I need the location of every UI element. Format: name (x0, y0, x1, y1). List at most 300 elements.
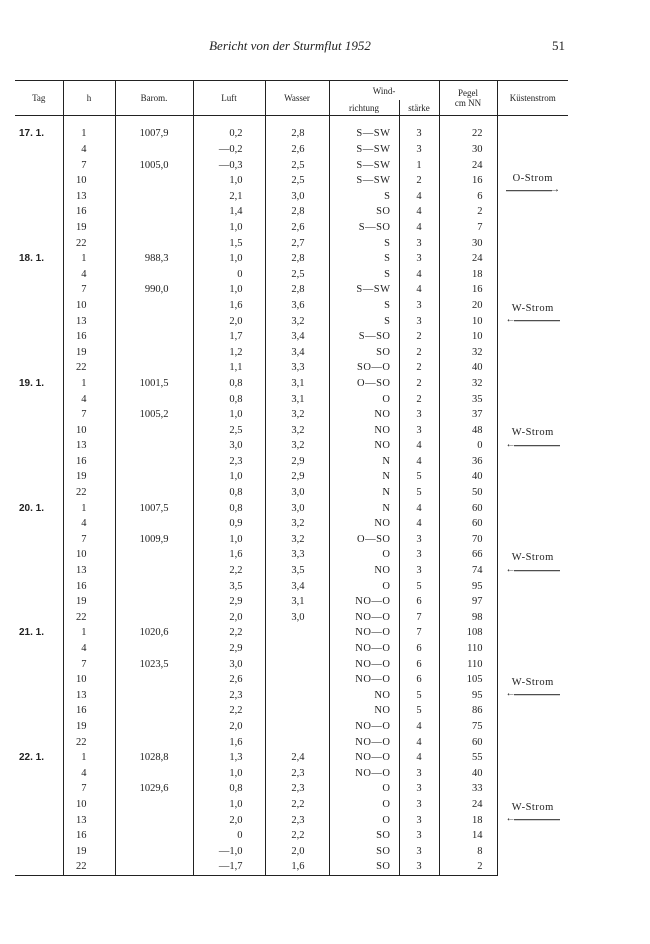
row-staerke: 4 (399, 454, 439, 470)
row-hour: 4 (63, 267, 115, 283)
row-richtung: O (329, 579, 399, 595)
row-richtung: NO (329, 516, 399, 532)
row-pegel: 105 (439, 672, 497, 688)
row-staerke: 5 (399, 469, 439, 485)
arrow-head-icon: ← (505, 314, 516, 326)
row-day (15, 438, 63, 454)
row-staerke: 1 (399, 158, 439, 174)
row-hour: 13 (63, 813, 115, 829)
row-wasser: 3,2 (265, 407, 329, 423)
kuestenstrom-cell (497, 251, 568, 376)
row-hour: 13 (63, 189, 115, 205)
row-staerke: 4 (399, 204, 439, 220)
row-day (15, 204, 63, 220)
row-luft: 3,0 (193, 657, 265, 673)
table-header (15, 81, 568, 116)
col-luft: Luft (193, 81, 265, 116)
row-staerke: 3 (399, 813, 439, 829)
row-pegel: 40 (439, 360, 497, 376)
table-row (15, 625, 568, 641)
strom-label: O-Strom (512, 172, 553, 184)
row-hour: 1 (63, 750, 115, 766)
row-richtung: S—SW (329, 142, 399, 158)
row-wasser: 3,5 (265, 563, 329, 579)
row-wasser (265, 703, 329, 719)
row-luft: 2,1 (193, 189, 265, 205)
row-pegel: 2 (439, 859, 497, 875)
row-hour: 19 (63, 844, 115, 860)
row-richtung: S—SW (329, 173, 399, 189)
row-pegel: 60 (439, 501, 497, 517)
row-pegel: 0 (439, 438, 497, 454)
row-wasser (265, 735, 329, 751)
row-richtung: O—SO (329, 376, 399, 392)
row-wasser (265, 672, 329, 688)
row-pegel: 24 (439, 251, 497, 267)
row-staerke: 4 (399, 750, 439, 766)
row-day (15, 859, 63, 875)
row-luft: 2,6 (193, 672, 265, 688)
col-tag: Tag (15, 81, 63, 116)
row-luft: 2,0 (193, 719, 265, 735)
page-number: 51 (552, 38, 565, 53)
table-row (15, 282, 568, 298)
table-row (15, 142, 568, 158)
table-row (15, 641, 568, 657)
row-day (15, 657, 63, 673)
row-staerke: 3 (399, 298, 439, 314)
table-row (15, 267, 568, 283)
row-wasser: 2,8 (265, 282, 329, 298)
row-hour: 22 (63, 360, 115, 376)
row-luft: 1,3 (193, 750, 265, 766)
row-wasser: 2,6 (265, 220, 329, 236)
row-richtung: S (329, 189, 399, 205)
row-barom: 1001,5 (115, 376, 193, 392)
row-staerke: 3 (399, 781, 439, 797)
row-day (15, 485, 63, 501)
row-barom (115, 610, 193, 626)
row-pegel: 60 (439, 516, 497, 532)
table-row (15, 469, 568, 485)
row-barom (115, 438, 193, 454)
row-barom: 1005,2 (115, 407, 193, 423)
col-pegel (439, 81, 497, 116)
row-hour: 16 (63, 329, 115, 345)
row-wasser (265, 657, 329, 673)
row-wasser: 3,2 (265, 314, 329, 330)
table-row (15, 719, 568, 735)
row-pegel: 98 (439, 610, 497, 626)
table-row (15, 423, 568, 439)
row-pegel: 108 (439, 625, 497, 641)
strom-indicator (506, 800, 561, 826)
row-luft: 1,0 (193, 469, 265, 485)
row-wasser: 2,6 (265, 142, 329, 158)
row-staerke: 2 (399, 329, 439, 345)
row-richtung: S (329, 298, 399, 314)
row-wasser: 3,4 (265, 345, 329, 361)
row-hour: 13 (63, 438, 115, 454)
row-hour: 22 (63, 735, 115, 751)
row-luft: —0,2 (193, 142, 265, 158)
col-wasser: Wasser (265, 81, 329, 116)
row-wasser: 3,3 (265, 547, 329, 563)
row-richtung: O (329, 797, 399, 813)
col-richtung: richtung (329, 100, 399, 116)
row-wasser: 3,4 (265, 579, 329, 595)
row-barom: 1005,0 (115, 158, 193, 174)
row-wasser: 2,5 (265, 158, 329, 174)
row-luft: 1,0 (193, 282, 265, 298)
row-staerke: 3 (399, 236, 439, 252)
row-luft: 2,9 (193, 641, 265, 657)
table-row (15, 360, 568, 376)
row-pegel: 35 (439, 392, 497, 408)
row-luft: 3,5 (193, 579, 265, 595)
strom-indicator (506, 425, 561, 451)
row-luft: 0,2 (193, 116, 265, 143)
row-day: 17. 1. (19, 128, 45, 140)
running-title: Bericht von der Sturmflut 1952 (209, 38, 371, 53)
row-hour: 10 (63, 173, 115, 189)
row-day (15, 282, 63, 298)
row-staerke: 3 (399, 547, 439, 563)
table-row (15, 563, 568, 579)
row-wasser: 2,3 (265, 781, 329, 797)
row-barom (115, 859, 193, 875)
table-row (15, 407, 568, 423)
row-staerke: 5 (399, 579, 439, 595)
row-staerke: 2 (399, 376, 439, 392)
table-row (15, 392, 568, 408)
table-row (15, 532, 568, 548)
row-richtung: S—SW (329, 282, 399, 298)
row-staerke: 7 (399, 625, 439, 641)
table-row (15, 797, 568, 813)
kuestenstrom-cell (497, 501, 568, 626)
row-wasser: 2,5 (265, 267, 329, 283)
row-luft: —1,7 (193, 859, 265, 875)
row-luft: 0 (193, 267, 265, 283)
row-wasser (265, 688, 329, 704)
row-barom: 1029,6 (115, 781, 193, 797)
strom-indicator (506, 171, 561, 197)
table-row (15, 438, 568, 454)
row-richtung: NO (329, 688, 399, 704)
table-row (15, 158, 568, 174)
pegel-label: Pegel (458, 88, 479, 98)
row-richtung: SO (329, 844, 399, 860)
row-pegel: 86 (439, 703, 497, 719)
row-richtung: SO (329, 859, 399, 875)
row-day (15, 236, 63, 252)
row-luft: 1,0 (193, 407, 265, 423)
row-hour: 1 (63, 116, 115, 143)
row-wasser: 2,7 (265, 236, 329, 252)
arrow-head-icon: ← (505, 563, 516, 575)
table-row (15, 813, 568, 829)
row-richtung: S (329, 236, 399, 252)
row-hour: 16 (63, 204, 115, 220)
arrow-left-icon (506, 441, 561, 451)
row-luft: 2,0 (193, 314, 265, 330)
row-day (15, 563, 63, 579)
row-richtung: O—SO (329, 532, 399, 548)
row-wasser (265, 719, 329, 735)
row-hour: 10 (63, 298, 115, 314)
col-wind: Wind- (329, 81, 439, 101)
table-row (15, 579, 568, 595)
row-pegel: 16 (439, 173, 497, 189)
arrow-head-icon: ← (505, 688, 516, 700)
row-richtung: NO (329, 563, 399, 579)
row-barom (115, 735, 193, 751)
kuestenstrom-cell (497, 116, 568, 252)
row-staerke: 4 (399, 735, 439, 751)
table-row (15, 657, 568, 673)
row-pegel: 16 (439, 282, 497, 298)
row-barom (115, 485, 193, 501)
row-luft: 2,0 (193, 813, 265, 829)
row-day (15, 220, 63, 236)
row-luft: 3,0 (193, 438, 265, 454)
row-hour: 19 (63, 594, 115, 610)
table-row (15, 594, 568, 610)
row-day (15, 314, 63, 330)
row-day (15, 158, 63, 174)
row-luft: 2,5 (193, 423, 265, 439)
row-staerke: 3 (399, 797, 439, 813)
strom-label: W-Strom (511, 427, 554, 439)
table-row (15, 376, 568, 392)
row-staerke: 3 (399, 532, 439, 548)
row-pegel: 33 (439, 781, 497, 797)
row-luft: 0,8 (193, 376, 265, 392)
row-barom (115, 454, 193, 470)
row-pegel: 95 (439, 579, 497, 595)
row-richtung: NO—O (329, 657, 399, 673)
row-hour: 4 (63, 516, 115, 532)
row-pegel: 36 (439, 454, 497, 470)
row-richtung: SO (329, 345, 399, 361)
arrow-left-icon (505, 813, 561, 826)
table-row (15, 236, 568, 252)
row-luft: 1,0 (193, 766, 265, 782)
row-luft: 1,5 (193, 236, 265, 252)
row-staerke: 2 (399, 392, 439, 408)
row-staerke: 7 (399, 610, 439, 626)
row-hour: 22 (63, 485, 115, 501)
row-wasser: 2,9 (265, 469, 329, 485)
row-barom: 1007,9 (115, 116, 193, 143)
row-barom (115, 173, 193, 189)
row-luft: 2,2 (193, 703, 265, 719)
row-hour: 22 (63, 859, 115, 875)
row-day (15, 844, 63, 860)
row-barom: 988,3 (115, 251, 193, 267)
arrow-head-icon: ← (505, 813, 516, 825)
row-luft: —1,0 (193, 844, 265, 860)
row-staerke: 4 (399, 719, 439, 735)
row-wasser: 3,2 (265, 438, 329, 454)
row-pegel: 37 (439, 407, 497, 423)
table-row (15, 766, 568, 782)
row-barom (115, 672, 193, 688)
row-wasser: 3,0 (265, 501, 329, 517)
row-hour: 19 (63, 345, 115, 361)
row-wasser: 3,2 (265, 532, 329, 548)
row-richtung: S (329, 314, 399, 330)
row-richtung: SO (329, 204, 399, 220)
row-richtung: S—SW (329, 158, 399, 174)
row-pegel: 14 (439, 828, 497, 844)
row-staerke: 4 (399, 438, 439, 454)
page-header (15, 38, 565, 58)
row-pegel: 18 (439, 813, 497, 829)
row-wasser: 3,2 (265, 516, 329, 532)
row-pegel: 75 (439, 719, 497, 735)
row-barom (115, 594, 193, 610)
row-richtung: NO—O (329, 735, 399, 751)
row-hour: 19 (63, 220, 115, 236)
row-pegel: 70 (439, 532, 497, 548)
row-barom (115, 298, 193, 314)
row-staerke: 6 (399, 672, 439, 688)
row-richtung: O (329, 547, 399, 563)
row-richtung: NO (329, 438, 399, 454)
row-barom (115, 797, 193, 813)
table-row (15, 516, 568, 532)
row-richtung: SO (329, 828, 399, 844)
arrow-left-icon (505, 688, 561, 701)
row-richtung: S (329, 251, 399, 267)
table-row (15, 750, 568, 766)
row-richtung: O (329, 813, 399, 829)
row-day (15, 579, 63, 595)
row-day (15, 719, 63, 735)
row-day (15, 547, 63, 563)
row-pegel: 50 (439, 485, 497, 501)
row-wasser: 3,1 (265, 376, 329, 392)
row-barom: 1009,9 (115, 532, 193, 548)
row-staerke: 5 (399, 688, 439, 704)
row-barom (115, 392, 193, 408)
row-luft: 1,2 (193, 345, 265, 361)
row-hour: 4 (63, 392, 115, 408)
row-hour: 7 (63, 158, 115, 174)
row-barom (115, 142, 193, 158)
row-luft: 1,6 (193, 735, 265, 751)
storm-data-table (15, 80, 568, 876)
row-day (15, 672, 63, 688)
row-luft: 0,8 (193, 485, 265, 501)
row-luft: 1,0 (193, 251, 265, 267)
kuestenstrom-cell (497, 750, 568, 875)
table-row (15, 189, 568, 205)
row-barom (115, 579, 193, 595)
row-staerke: 3 (399, 859, 439, 875)
row-staerke: 3 (399, 142, 439, 158)
row-luft: 2,9 (193, 594, 265, 610)
table-row (15, 844, 568, 860)
row-pegel: 48 (439, 423, 497, 439)
row-wasser (265, 625, 329, 641)
table-row (15, 610, 568, 626)
row-staerke: 4 (399, 189, 439, 205)
row-richtung: NO (329, 423, 399, 439)
row-wasser: 2,2 (265, 828, 329, 844)
table-row (15, 173, 568, 189)
table-row (15, 735, 568, 751)
row-luft: 2,3 (193, 454, 265, 470)
row-richtung: O (329, 392, 399, 408)
row-wasser: 2,9 (265, 454, 329, 470)
row-hour: 13 (63, 314, 115, 330)
row-day (15, 423, 63, 439)
row-day (15, 454, 63, 470)
col-kuestenstrom: Küstenstrom (497, 81, 568, 116)
row-staerke: 2 (399, 345, 439, 361)
table-row (15, 688, 568, 704)
row-day (15, 407, 63, 423)
row-staerke: 2 (399, 360, 439, 376)
row-hour: 7 (63, 407, 115, 423)
row-pegel: 32 (439, 376, 497, 392)
col-barom: Barom. (115, 81, 193, 116)
row-barom (115, 547, 193, 563)
row-day (15, 392, 63, 408)
row-day (15, 641, 63, 657)
row-luft: 1,7 (193, 329, 265, 345)
row-barom (115, 766, 193, 782)
strom-indicator (506, 675, 561, 701)
row-luft: 1,0 (193, 173, 265, 189)
row-hour: 10 (63, 547, 115, 563)
row-richtung: NO—O (329, 672, 399, 688)
row-barom (115, 688, 193, 704)
strom-indicator (506, 550, 561, 576)
row-staerke: 4 (399, 516, 439, 532)
row-hour: 1 (63, 376, 115, 392)
row-pegel: 95 (439, 688, 497, 704)
row-wasser: 2,4 (265, 750, 329, 766)
row-staerke: 3 (399, 423, 439, 439)
row-staerke: 2 (399, 173, 439, 189)
row-richtung: S (329, 267, 399, 283)
row-barom (115, 641, 193, 657)
row-barom (115, 220, 193, 236)
row-day (15, 469, 63, 485)
row-staerke: 4 (399, 267, 439, 283)
row-barom (115, 329, 193, 345)
row-barom (115, 267, 193, 283)
arrow-left-icon (505, 563, 561, 576)
row-day (15, 298, 63, 314)
row-day (15, 735, 63, 751)
table-row (15, 703, 568, 719)
row-staerke: 3 (399, 314, 439, 330)
row-richtung: NO—O (329, 625, 399, 641)
arrow-left-icon (506, 316, 561, 326)
row-pegel: 22 (439, 116, 497, 143)
row-pegel: 24 (439, 158, 497, 174)
row-day (15, 688, 63, 704)
kuestenstrom-cell (497, 625, 568, 750)
arrow-head-icon: ← (505, 439, 516, 451)
row-staerke: 5 (399, 703, 439, 719)
row-richtung: N (329, 454, 399, 470)
